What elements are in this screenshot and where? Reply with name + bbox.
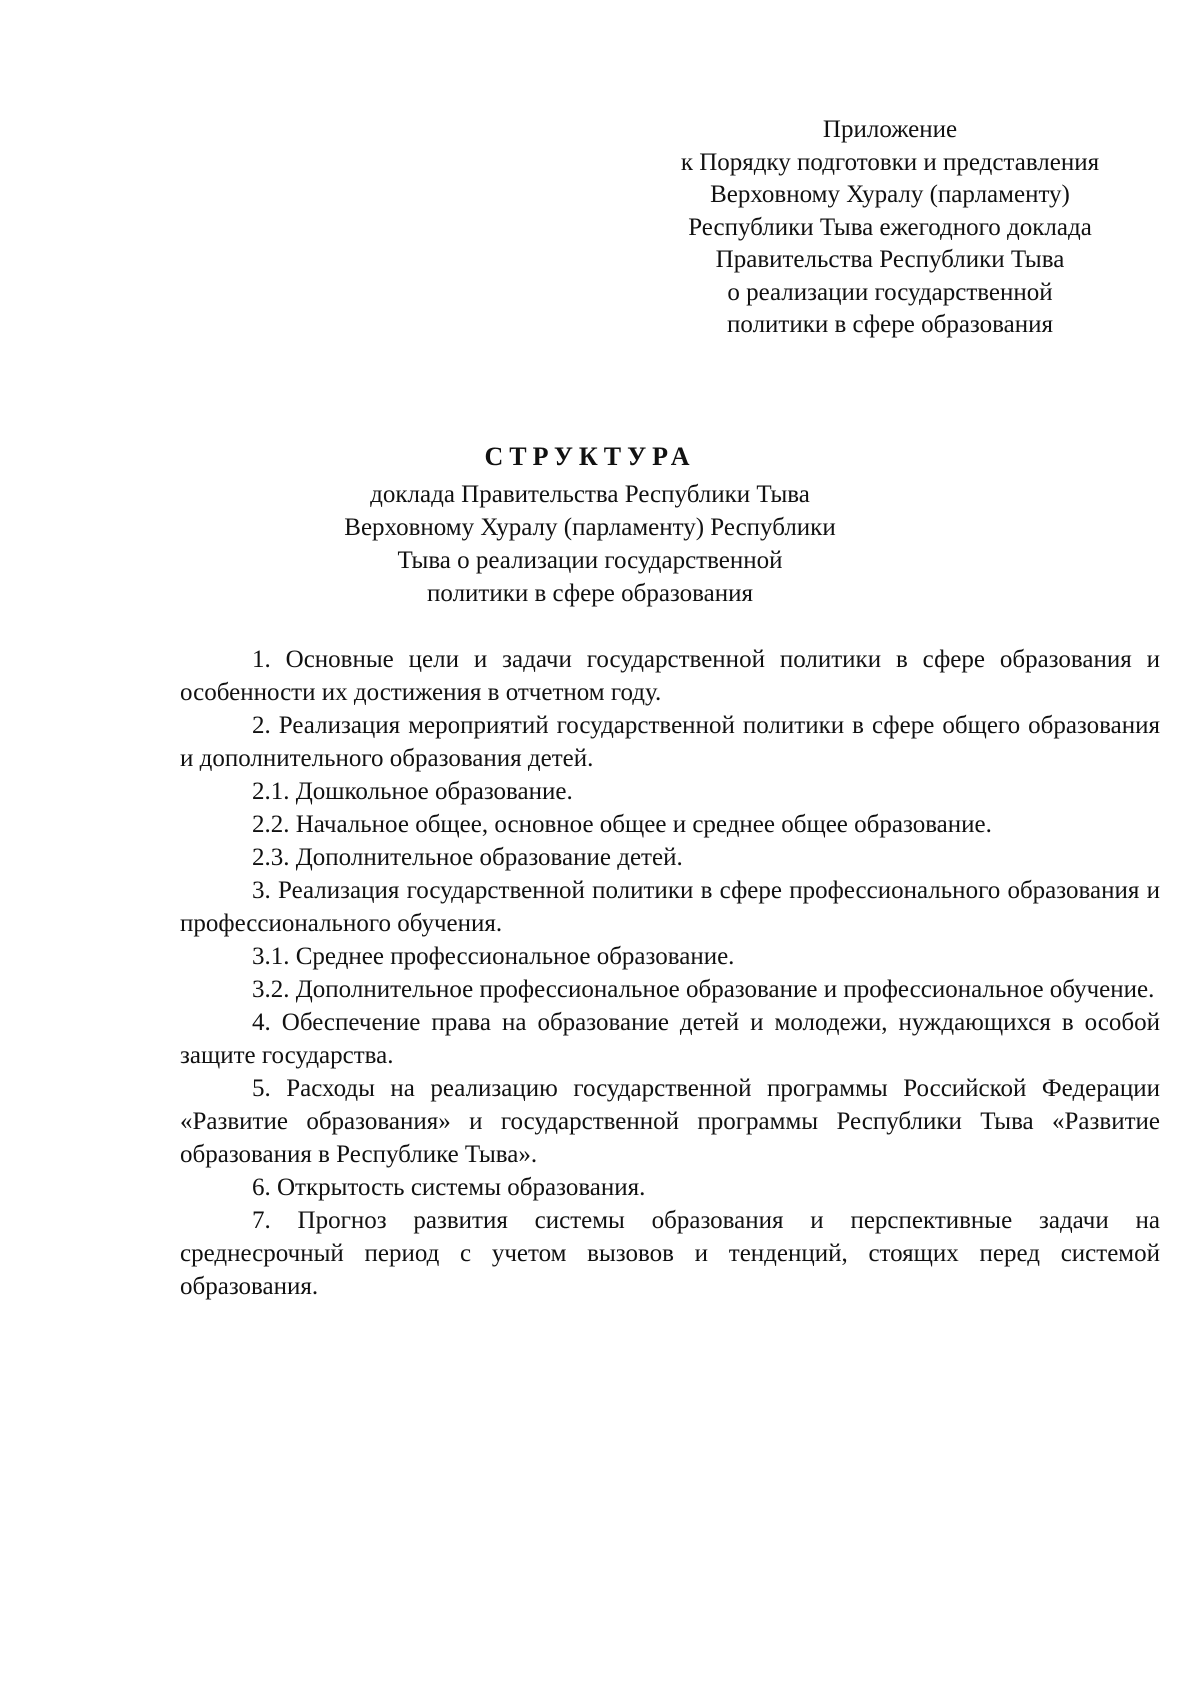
structure-item: 3. Реализация государственной политики в сфере профессионального образования и профессионального обучения.: [180, 877, 1160, 937]
title-block: [180, 440, 1000, 610]
annex-line: Республики Тыва ежегодного доклада: [688, 213, 1092, 241]
structure-item: 7. Прогноз развития системы образования и перспективные задачи на среднесрочный период с учетом вызовов и тенденций, стоящих перед системой образования.: [180, 1207, 1160, 1300]
structure-item: 2.1. Дошкольное образование.: [252, 778, 573, 805]
annex-line: к Порядку подготовки и представления: [680, 148, 1100, 176]
annex-line: о реализации государственной: [727, 278, 1053, 306]
document-subtitle: [180, 478, 1000, 610]
structure-item: 5. Расходы на реализацию государственной программы Российской Федерации «Развитие образования» и государственной программы Республики Тыва «Развитие образования в Республике Тыва».: [180, 1075, 1160, 1168]
annex-block: [650, 114, 1130, 342]
annex-line: политики в сфере образования: [727, 311, 1053, 338]
structure-list: [180, 643, 1160, 1303]
subtitle-line: Тыва о реализации государственной: [397, 547, 783, 574]
structure-item: 2.2. Начальное общее, основное общее и среднее общее образование.: [252, 811, 992, 838]
structure-item: 3.1. Среднее профессиональное образование.: [252, 943, 735, 970]
structure-item: 4. Обеспечение права на образование детей и молодежи, нуждающихся в особой защите государства.: [180, 1009, 1160, 1069]
structure-item: 2.3. Дополнительное образование детей.: [252, 844, 683, 871]
subtitle-line: политики в сфере образования: [427, 580, 753, 607]
annex-line: Правительства Республики Тыва: [715, 246, 1065, 273]
structure-item: 1. Основные цели и задачи государственной политики в сфере образования и особенности их достижения в отчетном году.: [180, 646, 1160, 706]
annex-line: Приложение: [822, 116, 958, 143]
subtitle-line: доклада Правительства Республики Тыва: [370, 481, 810, 508]
structure-item: 3.2. Дополнительное профессиональное образование и профессиональное обучение.: [252, 976, 1155, 1003]
structure-item: 2. Реализация мероприятий государственной политики в сфере общего образования и дополнительного образования детей.: [180, 712, 1160, 772]
subtitle-line: Верховному Хуралу (парламенту) Республики: [344, 514, 836, 541]
structure-item: 6. Открытость системы образования.: [252, 1174, 646, 1201]
annex-line: Верховному Хуралу (парламенту): [710, 181, 1070, 208]
document-title: СТРУКТУРА: [484, 442, 696, 471]
